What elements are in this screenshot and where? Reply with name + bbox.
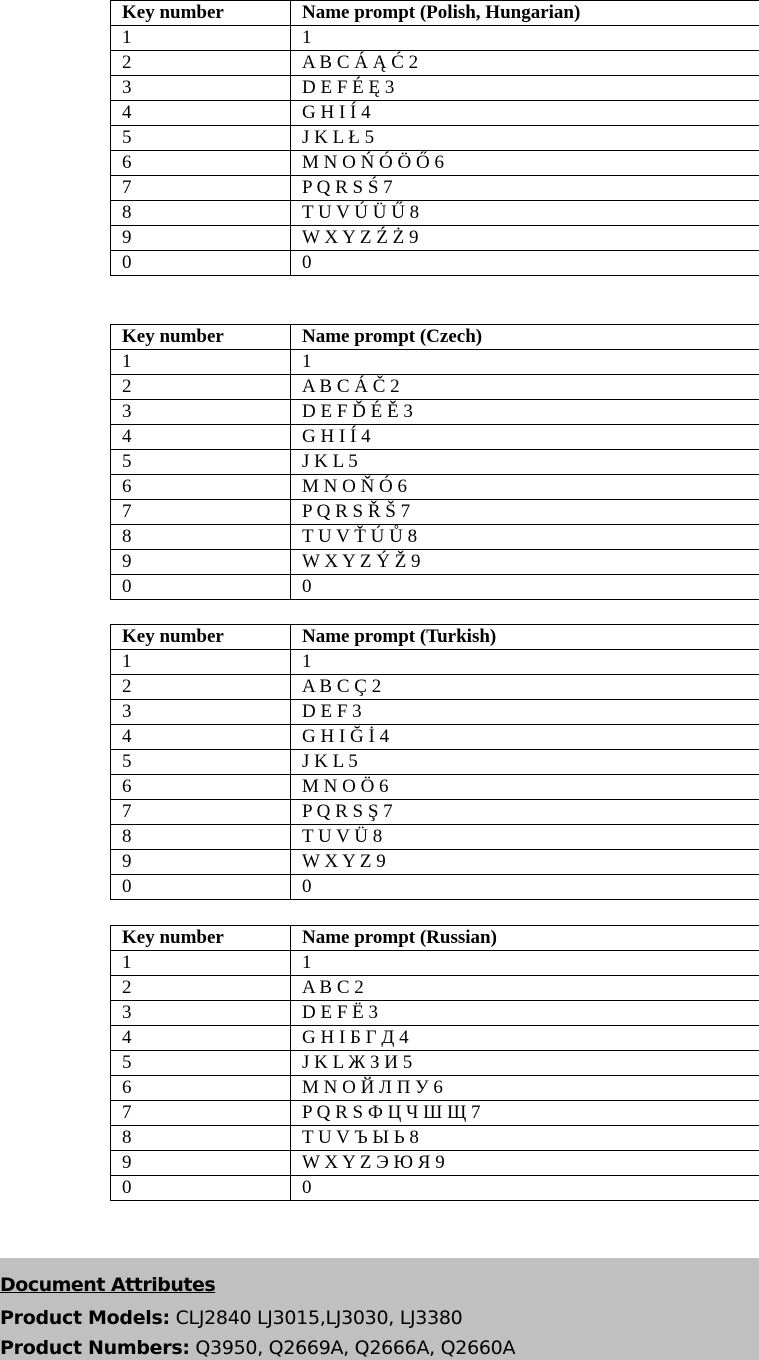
document-attributes-panel xyxy=(0,1258,759,1360)
key-cell: 9 xyxy=(111,850,291,875)
table-row xyxy=(111,126,759,151)
table-row xyxy=(111,51,759,76)
key-cell: 5 xyxy=(111,750,291,775)
key-cell: 1 xyxy=(111,951,291,976)
key-cell: 9 xyxy=(111,550,291,575)
key-cell: 6 xyxy=(111,775,291,800)
key-cell: 2 xyxy=(111,375,291,400)
key-cell: 4 xyxy=(111,425,291,450)
key-cell: 3 xyxy=(111,700,291,725)
key-cell: 3 xyxy=(111,1001,291,1026)
prompt-cell: 0 xyxy=(291,251,759,276)
column-header-name-prompt: Name prompt (Polish, Hungarian) xyxy=(291,1,759,26)
prompt-cell: G H I Ğ İ 4 xyxy=(291,725,759,750)
column-header-key-number: Key number xyxy=(111,325,291,350)
prompt-cell: P Q R S Ф Ц Ч Ш Щ 7 xyxy=(291,1101,759,1126)
key-cell: 4 xyxy=(111,101,291,126)
prompt-cell: T U V Ť Ú Ů 8 xyxy=(291,525,759,550)
table-row xyxy=(111,201,759,226)
prompt-cell: J K L Ж З И 5 xyxy=(291,1051,759,1076)
key-table-turkish xyxy=(110,624,759,900)
table-row xyxy=(111,976,759,1001)
table-row xyxy=(111,350,759,375)
table-row xyxy=(111,951,759,976)
prompt-cell: P Q R S Ş 7 xyxy=(291,800,759,825)
column-header-key-number: Key number xyxy=(111,1,291,26)
key-cell: 3 xyxy=(111,76,291,101)
key-cell: 0 xyxy=(111,1176,291,1201)
key-cell: 8 xyxy=(111,1126,291,1151)
table-row xyxy=(111,400,759,425)
table-row xyxy=(111,1176,759,1201)
key-cell: 4 xyxy=(111,1026,291,1051)
table-header-row xyxy=(111,625,759,650)
column-header-name-prompt: Name prompt (Turkish) xyxy=(291,625,759,650)
prompt-cell: 0 xyxy=(291,1176,759,1201)
table-row xyxy=(111,1026,759,1051)
column-header-name-prompt: Name prompt (Czech) xyxy=(291,325,759,350)
prompt-cell: W X Y Z 9 xyxy=(291,850,759,875)
key-cell: 2 xyxy=(111,976,291,1001)
prompt-cell: M N O Ń Ó Ö Ő 6 xyxy=(291,151,759,176)
key-cell: 3 xyxy=(111,400,291,425)
prompt-cell: J K L 5 xyxy=(291,750,759,775)
prompt-cell: M N O Ň Ó 6 xyxy=(291,475,759,500)
key-cell: 5 xyxy=(111,1051,291,1076)
key-cell: 4 xyxy=(111,725,291,750)
table-row xyxy=(111,1151,759,1176)
table-row xyxy=(111,575,759,600)
column-header-key-number: Key number xyxy=(111,926,291,951)
table-row xyxy=(111,26,759,51)
prompt-cell: A B C Á Ą Ć 2 xyxy=(291,51,759,76)
prompt-cell: W X Y Z Ý Ž 9 xyxy=(291,550,759,575)
table-row xyxy=(111,550,759,575)
key-cell: 7 xyxy=(111,176,291,201)
key-cell: 8 xyxy=(111,825,291,850)
key-cell: 6 xyxy=(111,1076,291,1101)
key-cell: 2 xyxy=(111,675,291,700)
prompt-cell: W X Y Z Э Ю Я 9 xyxy=(291,1151,759,1176)
prompt-cell: W X Y Z Ź Ż 9 xyxy=(291,226,759,251)
prompt-cell: G H I Í 4 xyxy=(291,101,759,126)
table-row xyxy=(111,151,759,176)
prompt-cell: 1 xyxy=(291,350,759,375)
table-row xyxy=(111,1126,759,1151)
key-cell: 1 xyxy=(111,350,291,375)
key-cell: 9 xyxy=(111,1151,291,1176)
key-cell: 5 xyxy=(111,450,291,475)
table-row xyxy=(111,226,759,251)
key-cell: 1 xyxy=(111,650,291,675)
table-row xyxy=(111,1076,759,1101)
table-row xyxy=(111,650,759,675)
table-row xyxy=(111,475,759,500)
prompt-cell: G H I Í 4 xyxy=(291,425,759,450)
table-row xyxy=(111,700,759,725)
key-table-russian xyxy=(110,925,759,1201)
table-row xyxy=(111,800,759,825)
table-row xyxy=(111,375,759,400)
key-table-polish-hungarian xyxy=(110,0,759,276)
table-row xyxy=(111,500,759,525)
prompt-cell: P Q R S Ř Š 7 xyxy=(291,500,759,525)
key-cell: 6 xyxy=(111,475,291,500)
prompt-cell: D E F 3 xyxy=(291,700,759,725)
product-models-line xyxy=(0,1307,462,1329)
prompt-cell: J K L Ł 5 xyxy=(291,126,759,151)
key-cell: 2 xyxy=(111,51,291,76)
table-row xyxy=(111,176,759,201)
table-row xyxy=(111,750,759,775)
product-numbers-value: Q3950, Q2669A, Q2666A, Q2660A xyxy=(195,1337,516,1359)
table-row xyxy=(111,1051,759,1076)
prompt-cell: 0 xyxy=(291,875,759,900)
prompt-cell: D E F É Ę 3 xyxy=(291,76,759,101)
prompt-cell: T U V Ъ Ы Ь 8 xyxy=(291,1126,759,1151)
document-attributes-title: Document Attributes xyxy=(0,1274,216,1296)
prompt-cell: T U V Ü 8 xyxy=(291,825,759,850)
column-header-key-number: Key number xyxy=(111,625,291,650)
product-numbers-label: Product Numbers: xyxy=(0,1337,190,1359)
key-cell: 7 xyxy=(111,500,291,525)
prompt-cell: P Q R S Ś 7 xyxy=(291,176,759,201)
key-cell: 5 xyxy=(111,126,291,151)
prompt-cell: D E F Ď É Ě 3 xyxy=(291,400,759,425)
prompt-cell: D E F Ë 3 xyxy=(291,1001,759,1026)
prompt-cell: 1 xyxy=(291,26,759,51)
table-row xyxy=(111,101,759,126)
table-row xyxy=(111,850,759,875)
key-cell: 0 xyxy=(111,875,291,900)
column-header-name-prompt: Name prompt (Russian) xyxy=(291,926,759,951)
key-table-czech xyxy=(110,324,759,600)
table-row xyxy=(111,450,759,475)
table-row xyxy=(111,525,759,550)
table-row xyxy=(111,1101,759,1126)
product-models-label: Product Models: xyxy=(0,1307,170,1329)
prompt-cell: 1 xyxy=(291,650,759,675)
table-row xyxy=(111,775,759,800)
key-cell: 8 xyxy=(111,525,291,550)
table-header-row xyxy=(111,1,759,26)
prompt-cell: T U V Ú Ü Ű 8 xyxy=(291,201,759,226)
table-header-row xyxy=(111,926,759,951)
prompt-cell: M N O Й Л П У 6 xyxy=(291,1076,759,1101)
prompt-cell: M N O Ö 6 xyxy=(291,775,759,800)
key-cell: 7 xyxy=(111,800,291,825)
prompt-cell: J K L 5 xyxy=(291,450,759,475)
prompt-cell: 0 xyxy=(291,575,759,600)
key-cell: 8 xyxy=(111,201,291,226)
table-row xyxy=(111,1001,759,1026)
key-cell: 9 xyxy=(111,226,291,251)
table-row xyxy=(111,251,759,276)
table-header-row xyxy=(111,325,759,350)
key-cell: 0 xyxy=(111,251,291,276)
prompt-cell: G H I Б Г Д 4 xyxy=(291,1026,759,1051)
table-row xyxy=(111,875,759,900)
prompt-cell: 1 xyxy=(291,951,759,976)
key-cell: 1 xyxy=(111,26,291,51)
prompt-cell: A B C 2 xyxy=(291,976,759,1001)
table-row xyxy=(111,725,759,750)
product-models-value: CLJ2840 LJ3015,LJ3030, LJ3380 xyxy=(175,1307,463,1329)
prompt-cell: A B C Ç 2 xyxy=(291,675,759,700)
product-numbers-line xyxy=(0,1337,515,1359)
key-cell: 7 xyxy=(111,1101,291,1126)
table-row xyxy=(111,675,759,700)
key-cell: 0 xyxy=(111,575,291,600)
table-row xyxy=(111,425,759,450)
prompt-cell: A B C Á Č 2 xyxy=(291,375,759,400)
table-row xyxy=(111,825,759,850)
table-row xyxy=(111,76,759,101)
key-cell: 6 xyxy=(111,151,291,176)
